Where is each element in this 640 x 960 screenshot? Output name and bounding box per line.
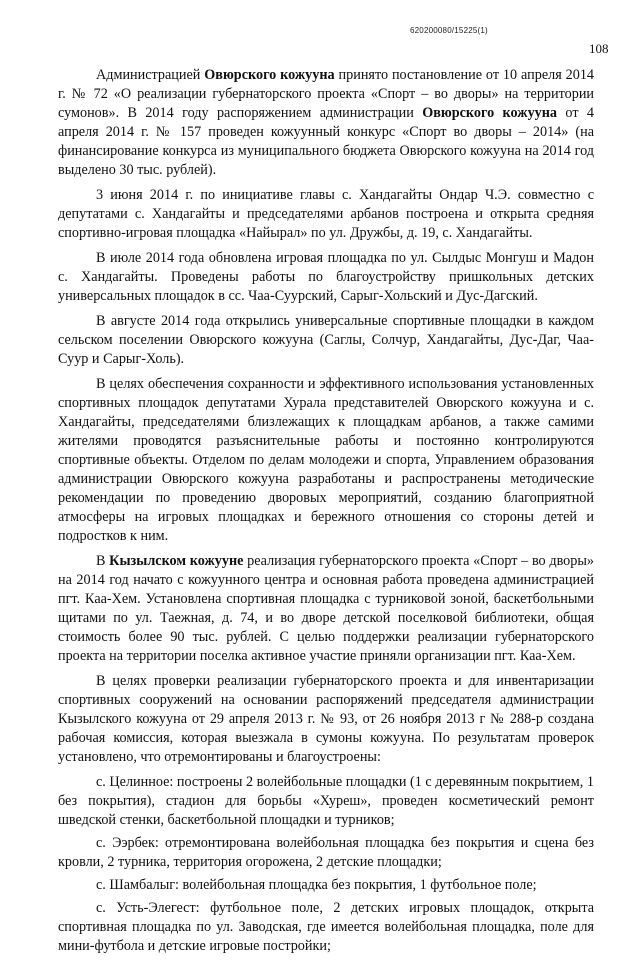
site-list xyxy=(58,773,594,956)
district-name-ovyur: Овюрского кожууна xyxy=(204,67,335,83)
paragraph-naiyral-playground: 3 июня 2014 г. по инициативе главы с. Хандагайты Ондар Ч.Э. совместно с депутатами с. Хандагайты и председателями арбанов построена и открыта средняя спортивно-игровая площадка «Найырал» по ул. Дружбы, д. 19, с. Хандагайты. xyxy=(58,187,594,241)
paragraph-kyzyl-project: В Кызылском кожууне реализация губернаторского проекта «Спорт – во дворы» на 2014 год начато с кожуунного центра и основная работа проведена администрацией пгт. Каа-Хем. Установлена спортивная площадка с турниковой зоной, баскетбольными щитами по ул. Таежная, д. 74, и во дворе детской поселковой библиотеки, общая стоимость более 90 тыс. рублей. С целью поддержки реализации губернаторского проекта на территории поселка активное участие приняли организации пгт. Каа-Хем. xyxy=(58,553,594,664)
page-number: 108 xyxy=(589,41,609,56)
document-body xyxy=(58,66,594,960)
list-item: с. Шамбалыг: волейбольная площадка без покрытия, 1 футбольное поле; xyxy=(96,877,537,893)
paragraph-maintenance: В целях обеспечения сохранности и эффективного использования установленных спортивных площадок депутатами Хурала представителей Овюрского кожууна и с. Хандагайты, председателями близлежащих к площадкам арбанов, а также самими жителями проводятся разъяснительные работы и постоянно контролируются спортивные объекты. Отделом по делам молодежи и спорта, Управлением образования администрации Овюрского кожууна разработаны и распространены методические рекомендации по проведению дворовых мероприятий, созданию благоприятной атмосферы на игровых площадках и бережного отношения со стороны детей и подростков к ним. xyxy=(58,376,594,544)
paragraph-inspection: В целях проверки реализации губернаторского проекта и для инвентаризации спортивных сооружений на основании распоряжений председателя администрации Кызылского кожууна от 29 апреля 2013 г. № 93, от 26 ноября 2013 г № 288-р создана рабочая комиссия, которая выезжала в сумоны кожууна. По результатам проверок установлено, что отремонтированы и благоустроены: xyxy=(58,673,594,765)
list-item: с. Целинное: построены 2 волейбольные площадки (1 с деревянным покрытием, 1 без покрытия), стадион для борьбы «Хуреш», проведен косметический ремонт шведской стенки, баскетбольной площадки и турников; xyxy=(58,774,594,828)
paragraph-ovyur-resolution: Администрацией Овюрского кожууна принято постановление от 10 апреля 2014 г. № 72 «О реализации губернаторского проекта «Спорт – во дворы» на территории сумонов». В 2014 году распоряжением администрации Овюрского кожууна от 4 апреля 2014 г. № 157 проведен кожуунный конкурс «Спорт во дворы – 2014» (на финансирование конкурса из муниципального бюджета Овюрского кожууна на 2014 год выделено 30 тыс. рублей). xyxy=(58,67,595,178)
paragraph-july-playground: В июле 2014 года обновлена игровая площадка по ул. Сылдыс Монгуш и Мадон с. Хандагайты. Проведены работы по благоустройству пришкольных детских универсальных площадок в сс. Чаа-Суурский, Сарыг-Хольский и Дус-Дагский. xyxy=(58,250,594,304)
district-name-kyzyl: Кызылском кожууне xyxy=(109,553,244,569)
list-item: с. Ээрбек: отремонтирована волейбольная площадка без покрытия и сцена без кровли, 2 турника, территория огорожена, 2 детские площадки; xyxy=(58,835,594,870)
paragraph-august-sports-grounds: В августе 2014 года открылись универсальные спортивные площадки в каждом сельском поселении Овюрского кожууна (Саглы, Солчур, Хандагайты, Дус-Даг, Чаа-Суур и Сарыг-Холь). xyxy=(58,313,594,367)
list-item: с. Усть-Элегест: футбольное поле, 2 детских игровых площадок, открыта спортивная площадка по ул. Заводская, где имеется волейбольная площадка, поле для мини-футбола и детские игровые постройки; xyxy=(58,900,594,954)
document-id: 620200080/15225(1) xyxy=(410,26,488,35)
district-name-ovyur: Овюрского кожууна xyxy=(422,105,558,121)
